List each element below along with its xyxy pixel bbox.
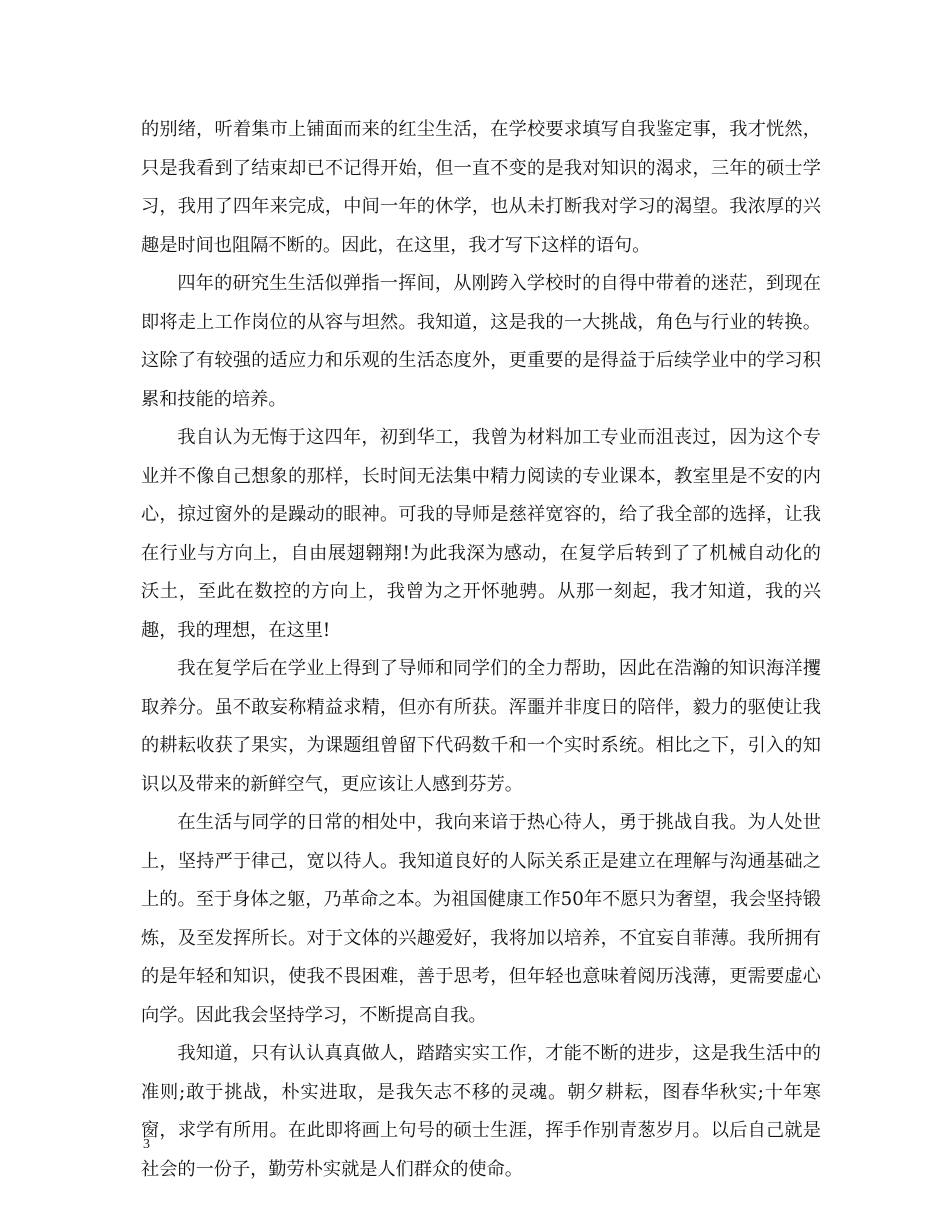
paragraph-5: 在生活与同学的日常的相处中，我向来谙于热心待人，勇于挑战自我。为人处世上，坚持严于律己，宽以待人。我知道良好的人际关系正是建立在理解与沟通基础之上的。至于身体之躯，乃革命之本。为祖国健康工作50年不愿只为奢望，我会坚持锻炼，及至发挥所长。对于文体的兴趣爱好，我将加以培养，不宜妄自菲薄。我所拥有的是年轻和知识，使我不畏困难，善于思考，但年轻也意味着阅历浅薄，更需要虚心向学。因此我会坚持学习，不断提高自我。 — [141, 812, 821, 1026]
paragraph-2: 四年的研究生生活似弹指一挥间，从刚跨入学校时的自得中带着的迷茫，到现在即将走上工作岗位的从容与坦然。我知道，这是我的一大挑战，角色与行业的转换。这除了有较强的适应力和乐观的生活态度外，更重要的是得益于后续学业中的学习积累和技能的培养。 — [141, 273, 821, 410]
paragraph-1: 的别绪，听着集市上铺面而来的红尘生活，在学校要求填写自我鉴定事，我才恍然，只是我看到了结束却已不记得开始，但一直不变的是我对知识的渴求，三年的硕士学习，我用了四年来完成，中间一年的休学，也从未打断我对学习的渴望。我浓厚的兴趣是时间也阻隔不断的。因此，在这里，我才写下这样的语句。 — [141, 119, 821, 256]
paragraph-3: 我自认为无悔于这四年，初到华工，我曾为材料加工专业而沮丧过，因为这个专业并不像自己想象的那样，长时间无法集中精力阅读的专业课本，教室里是不安的内心，掠过窗外的是躁动的眼神。可我的导师是慈祥宽容的，给了我全部的选择，让我在行业与方向上，自由展翅翱翔!为此我深为感动，在复学后转到了了机械自动化的沃土，至此在数控的方向上，我曾为之开怀驰骋。从那一刻起，我才知道，我的兴趣，我的理想，在这里! — [141, 427, 821, 641]
document-body — [141, 111, 821, 1189]
paragraph-6: 我知道，只有认认真真做人，踏踏实实工作，才能不断的进步，这是我生活中的准则;敢于挑战，朴实进取，是我矢志不移的灵魂。朝夕耕耘，图春华秋实;十年寒窗，求学有所用。在此即将画上句号的硕士生涯，挥手作别青葱岁月。以后自己就是社会的一份子，勤劳朴实就是人们群众的使命。 — [141, 1043, 821, 1180]
page-number: 3 — [143, 1137, 150, 1152]
paragraph-4: 我在复学后在学业上得到了导师和同学们的全力帮助，因此在浩瀚的知识海洋攫取养分。虽不敢妄称精益求精，但亦有所获。浑噩并非度日的陪伴，毅力的驱使让我的耕耘收获了果实，为课题组曾留下代码数千和一个实时系统。相比之下，引入的知识以及带来的新鲜空气，更应该让人感到芬芳。 — [141, 658, 821, 795]
